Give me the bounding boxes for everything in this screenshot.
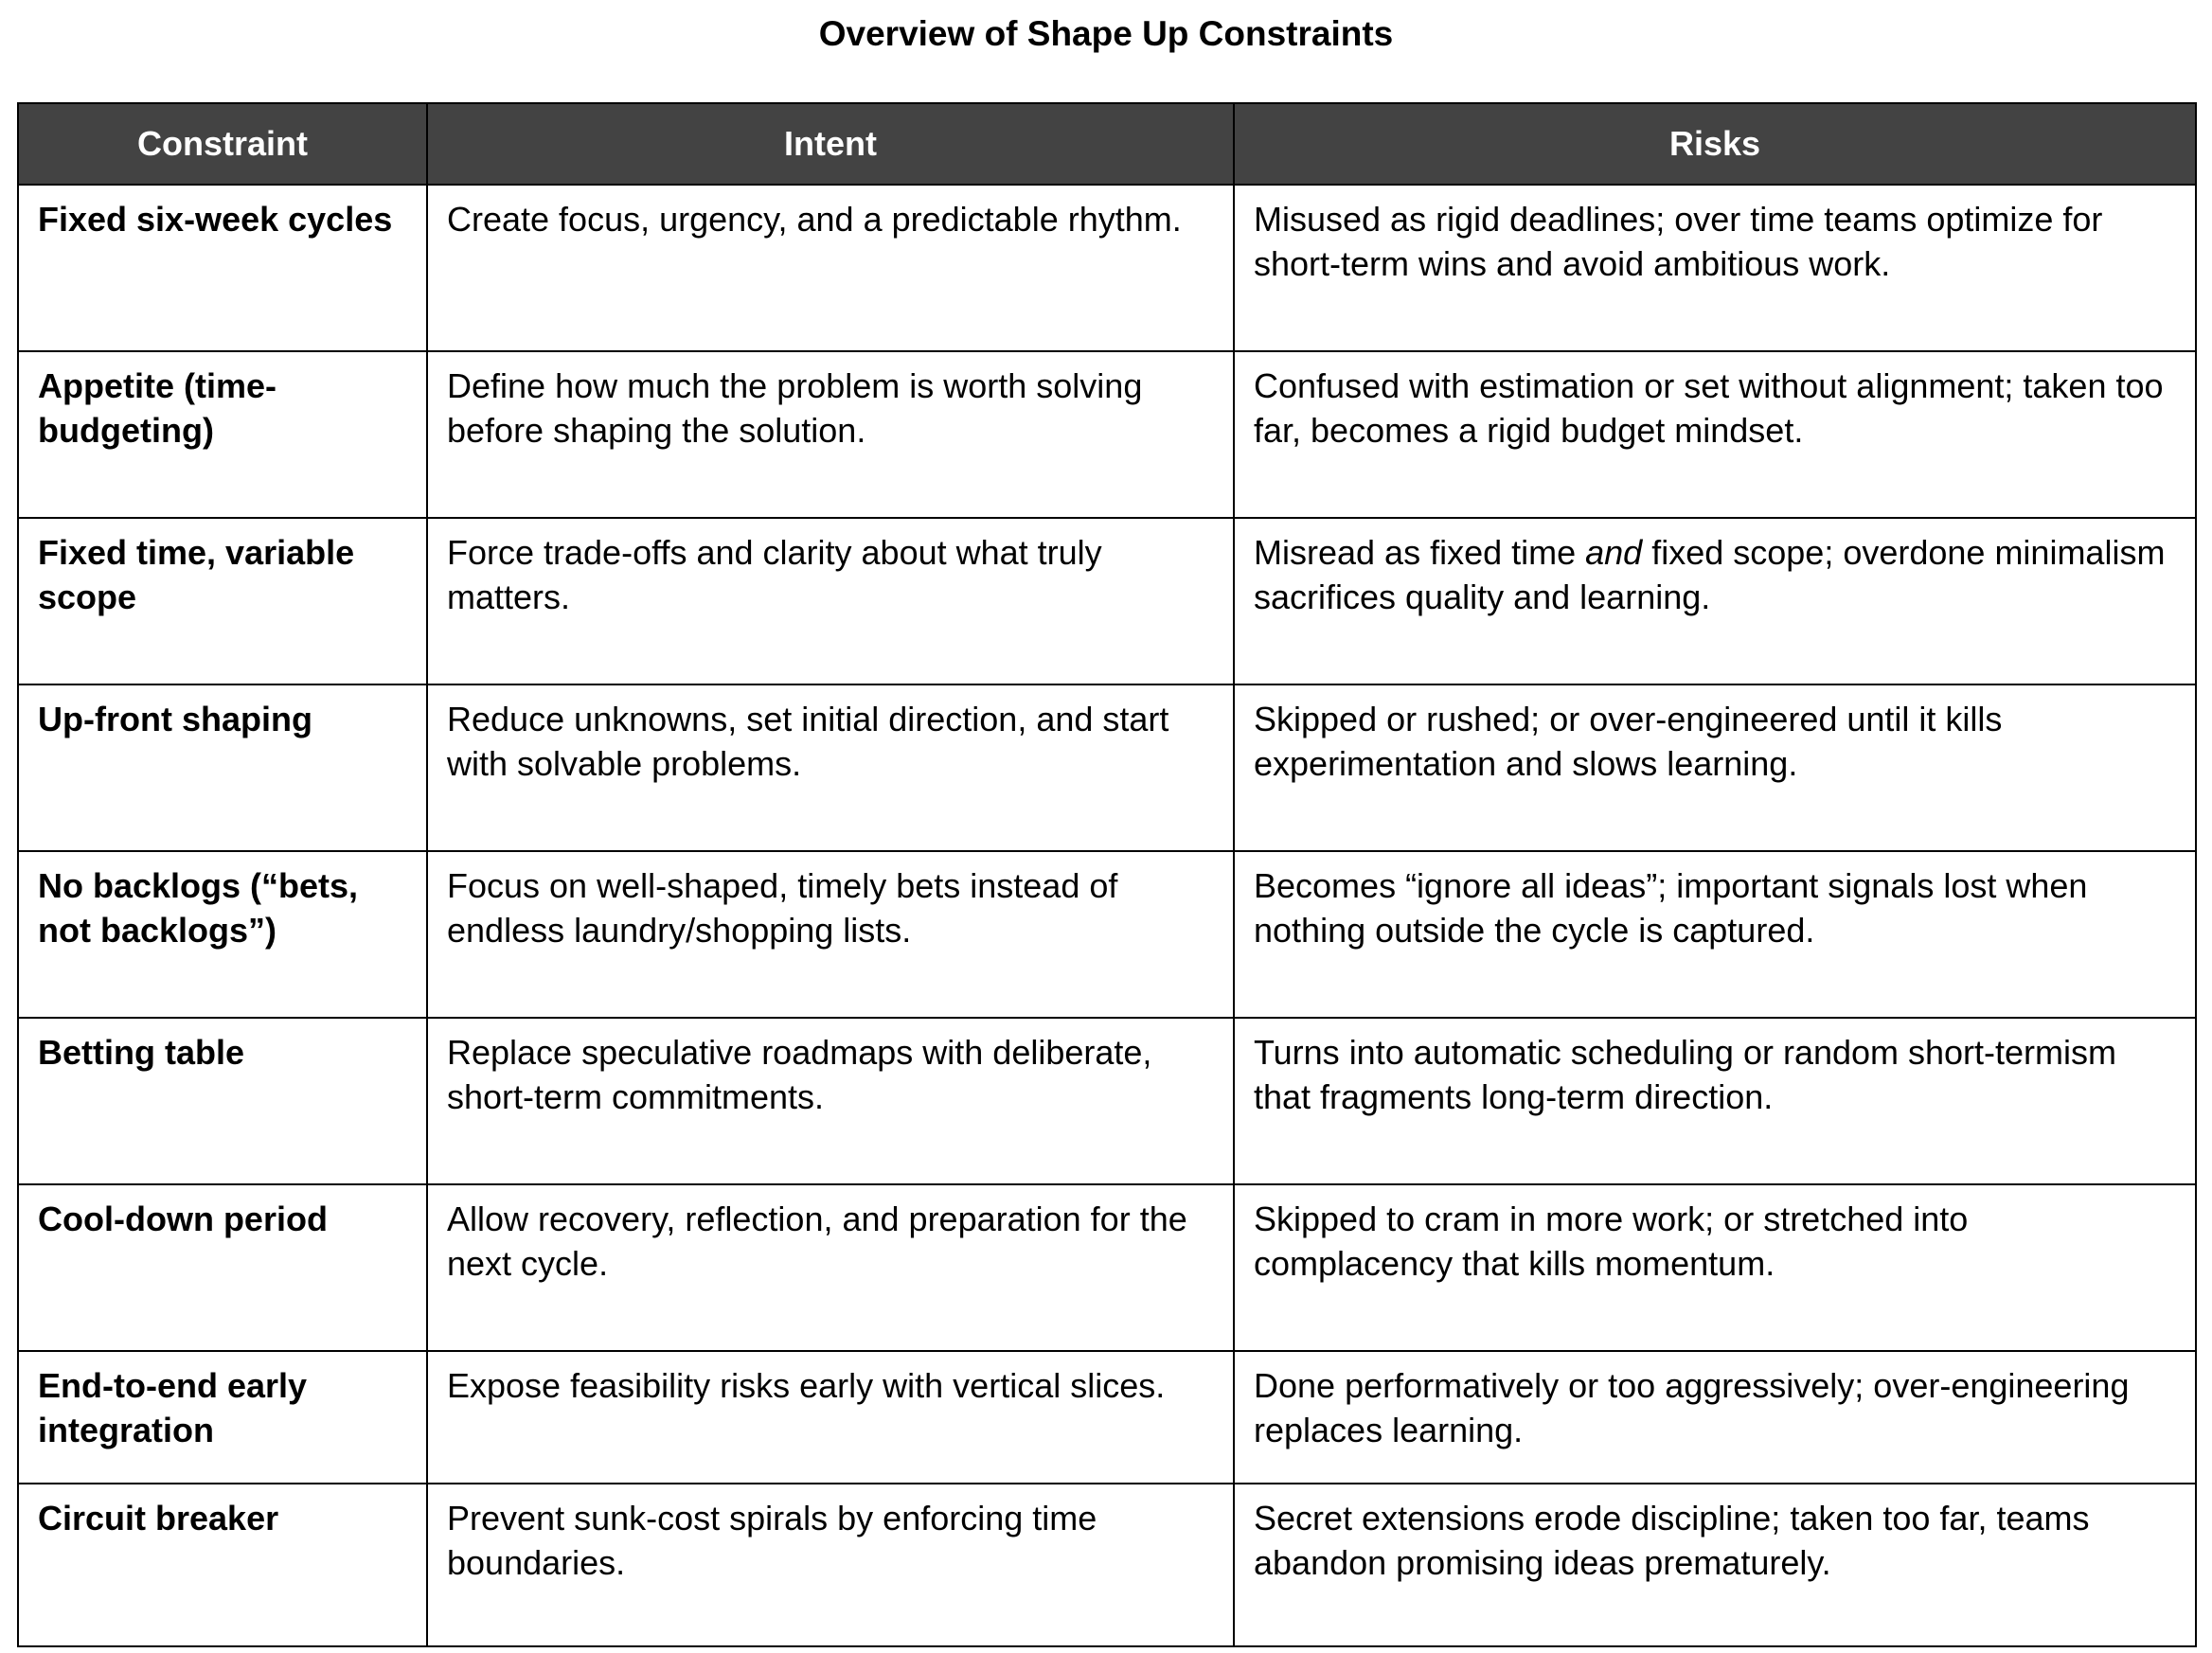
intent-cell: Prevent sunk-cost spirals by enforcing time boundaries. <box>427 1484 1234 1646</box>
risks-cell: Skipped or rushed; or over-engineered until it kills experimentation and slows learning. <box>1234 684 2196 851</box>
constraint-cell: Cool-down period <box>18 1184 427 1351</box>
intent-cell: Replace speculative roadmaps with deliberate, short-term commitments. <box>427 1018 1234 1184</box>
table-row <box>18 1484 2196 1646</box>
table-row <box>18 851 2196 1018</box>
risks-cell: Turns into automatic scheduling or random short-termism that fragments long-term direction. <box>1234 1018 2196 1184</box>
table-row <box>18 351 2196 518</box>
table-row <box>18 1351 2196 1484</box>
constraint-cell: No backlogs (“bets, not backlogs”) <box>18 851 427 1018</box>
header-intent: Intent <box>427 103 1234 185</box>
constraint-cell: Fixed time, variable scope <box>18 518 427 684</box>
table-body <box>18 185 2196 1646</box>
italic-text-segment: and <box>1585 533 1643 573</box>
table-row <box>18 1018 2196 1184</box>
table-row <box>18 518 2196 684</box>
header-constraint: Constraint <box>18 103 427 185</box>
constraint-cell: Appetite (time-budgeting) <box>18 351 427 518</box>
constraint-cell: Up-front shaping <box>18 684 427 851</box>
header-risks: Risks <box>1234 103 2196 185</box>
risks-cell: Done performatively or too aggressively; over-engineering replaces learning. <box>1234 1351 2196 1484</box>
constraint-cell: End-to-end early integration <box>18 1351 427 1484</box>
risks-cell <box>1234 518 2196 684</box>
text-segment: fixed scope; overdone minimalism sacrifices quality and learning. <box>1254 533 2166 617</box>
constraints-table <box>17 102 2197 1647</box>
intent-cell: Force trade-offs and clarity about what truly matters. <box>427 518 1234 684</box>
table-header-row <box>18 103 2196 185</box>
intent-cell: Define how much the problem is worth solving before shaping the solution. <box>427 351 1234 518</box>
table-row <box>18 185 2196 351</box>
risks-cell: Misused as rigid deadlines; over time teams optimize for short-term wins and avoid ambitious work. <box>1234 185 2196 351</box>
intent-cell: Focus on well-shaped, timely bets instead of endless laundry/shopping lists. <box>427 851 1234 1018</box>
constraint-cell: Betting table <box>18 1018 427 1184</box>
intent-cell: Allow recovery, reflection, and preparation for the next cycle. <box>427 1184 1234 1351</box>
intent-cell: Reduce unknowns, set initial direction, and start with solvable problems. <box>427 684 1234 851</box>
risks-cell: Confused with estimation or set without alignment; taken too far, becomes a rigid budget mindset. <box>1234 351 2196 518</box>
risks-cell: Secret extensions erode discipline; taken too far, teams abandon promising ideas prematurely. <box>1234 1484 2196 1646</box>
page-title: Overview of Shape Up Constraints <box>818 14 1394 53</box>
constraint-cell: Fixed six-week cycles <box>18 185 427 351</box>
risks-cell: Becomes “ignore all ideas”; important signals lost when nothing outside the cycle is captured. <box>1234 851 2196 1018</box>
intent-cell: Expose feasibility risks early with vertical slices. <box>427 1351 1234 1484</box>
risks-cell: Skipped to cram in more work; or stretched into complacency that kills momentum. <box>1234 1184 2196 1351</box>
table-row <box>18 684 2196 851</box>
constraint-cell: Circuit breaker <box>18 1484 427 1646</box>
table-row <box>18 1184 2196 1351</box>
intent-cell: Create focus, urgency, and a predictable rhythm. <box>427 185 1234 351</box>
text-segment: Misread as fixed time <box>1254 533 1586 573</box>
